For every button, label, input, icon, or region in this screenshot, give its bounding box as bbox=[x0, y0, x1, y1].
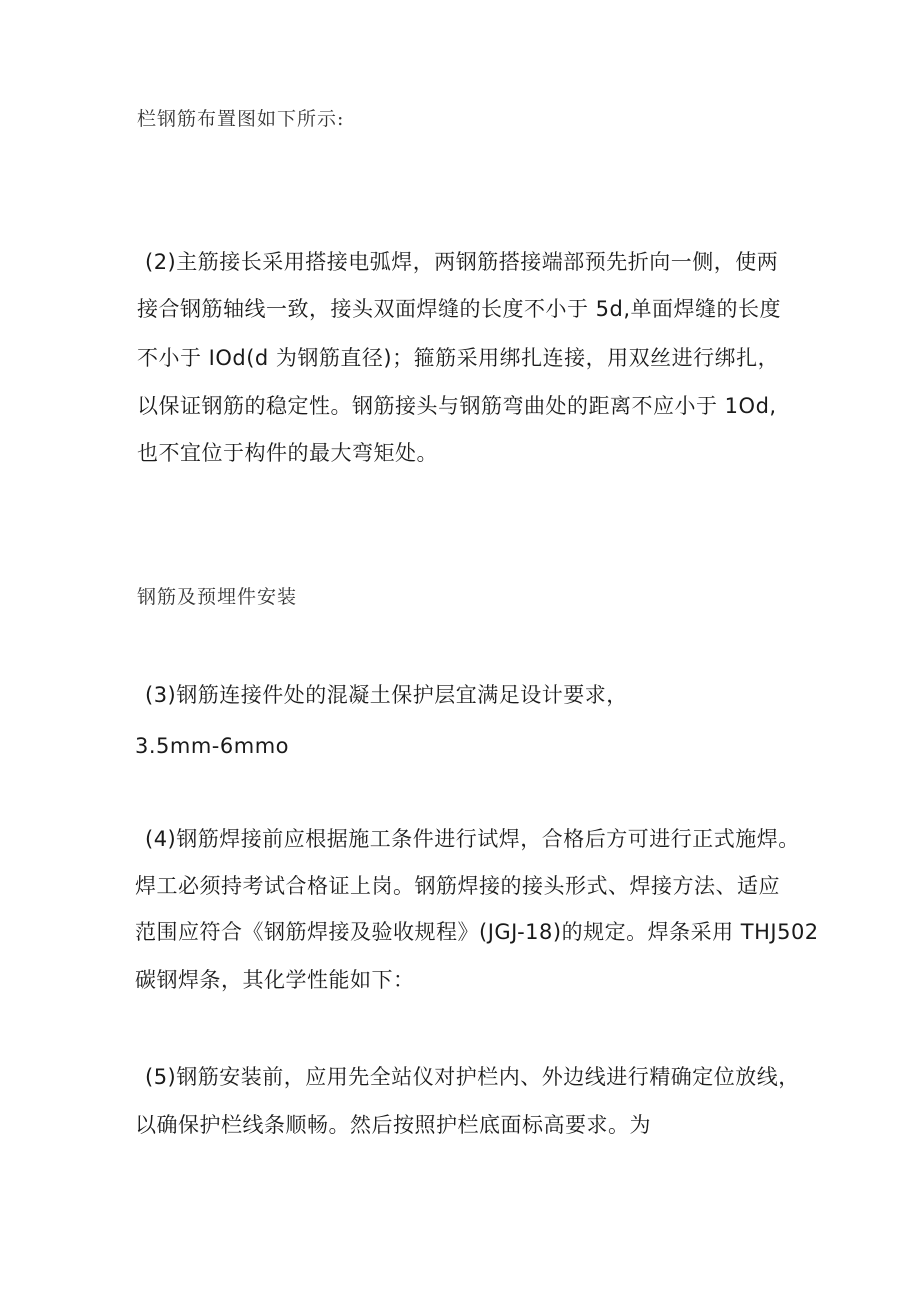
para4-line-1: (4)钢筋焊接前应根据施工条件进行试焊，合格后方可进行正式施焊。 bbox=[145, 827, 800, 851]
section-heading: 钢筋及预埋件安装 bbox=[137, 586, 298, 608]
para4-line-4: 碳钢焊条，其化学性能如下： bbox=[135, 968, 415, 992]
para2-line-2: 接合钢筋轴线一致，接头双面焊缝的长度不小于 5d,单面焊缝的长度 bbox=[137, 297, 782, 321]
para2-line-1: (2)主筋接长采用搭接电弧焊，两钢筋搭接端部预先折向一侧，使两 bbox=[145, 250, 779, 274]
para4-line-2: 焊工必须持考试合格证上岗。钢筋焊接的接头形式、焊接方法、适应 bbox=[135, 874, 780, 898]
para3-line-2: 3.5mm-6mmo bbox=[135, 734, 290, 758]
para5-line-1: (5)钢筋安装前，应用先全站仪对护栏内、外边线进行精确定位放线， bbox=[145, 1065, 800, 1089]
para4-line-3: 范围应符合《钢筋焊接及验收规程》(JGJ-18)的规定。焊条采用 THJ502 bbox=[135, 920, 819, 944]
para2-line-3: 不小于 IOd(d 为钢筋直径)；箍筋采用绑扎连接，用双丝进行绑扎， bbox=[137, 346, 780, 370]
para2-line-5: 也不宜位于构件的最大弯矩处。 bbox=[137, 441, 438, 465]
intro-text: 栏钢筋布置图如下所示: bbox=[137, 108, 345, 130]
para3-line-1: (3)钢筋连接件处的混凝土保护层宜满足设计要求， bbox=[145, 683, 628, 707]
para2-line-4: 以保证钢筋的稳定性。钢筋接头与钢筋弯曲处的距离不应小于 1Od, bbox=[137, 394, 777, 418]
para5-line-2: 以确保护栏线条顺畅。然后按照护栏底面标高要求。为 bbox=[135, 1113, 651, 1137]
